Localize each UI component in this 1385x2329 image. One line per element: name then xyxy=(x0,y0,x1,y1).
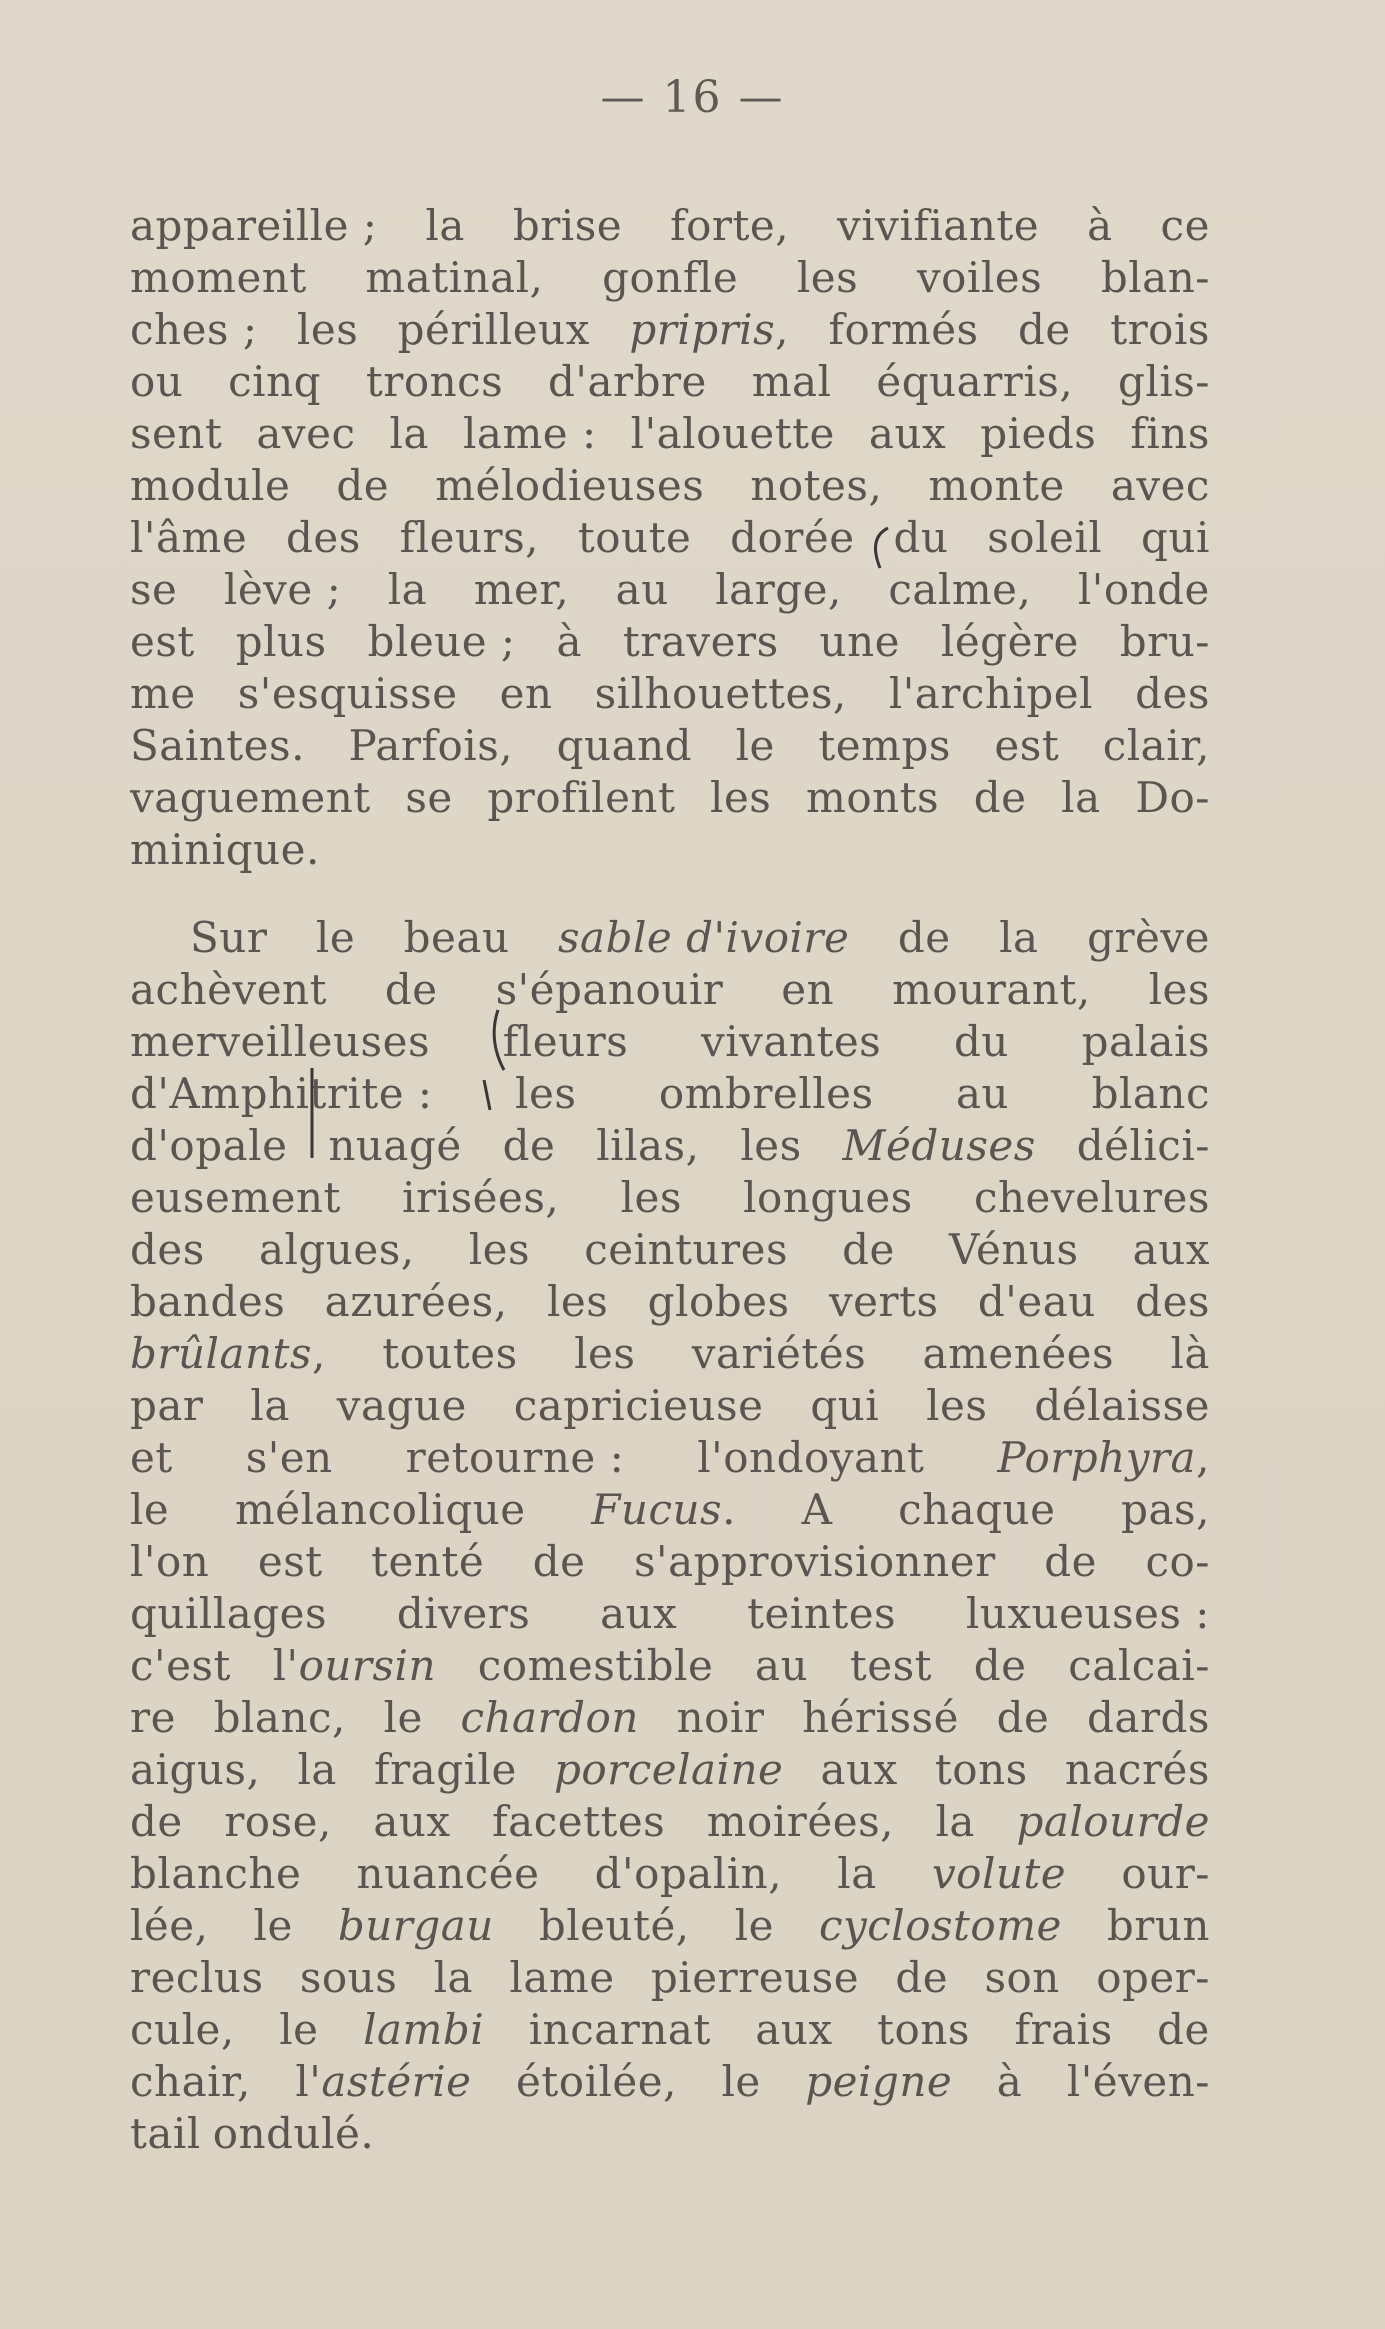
word-part: l'on xyxy=(130,1537,210,1586)
word-part: large, xyxy=(715,565,842,614)
word-part: par xyxy=(130,1381,204,1430)
word-part: d'opale xyxy=(130,1121,288,1170)
word-part: quand xyxy=(556,721,693,770)
word-part: s'épanouir xyxy=(495,965,724,1014)
word-part: une xyxy=(819,617,900,666)
word-part: s'approvisionner xyxy=(633,1537,996,1586)
word-part: Saintes. xyxy=(130,721,305,770)
word-part: clair, xyxy=(1102,721,1210,770)
word-part: de xyxy=(502,1121,556,1170)
word-part: plus xyxy=(235,617,327,666)
word-part: algues, xyxy=(258,1225,415,1274)
word-part: chair, xyxy=(130,2057,251,2106)
page-number: — 16 — xyxy=(600,72,785,123)
word-part: avec xyxy=(1110,461,1210,510)
word-part: l' xyxy=(295,2057,322,2106)
word-part: le xyxy=(734,1901,774,1950)
word-part: sous xyxy=(299,1953,398,2002)
word-part: en xyxy=(499,669,553,718)
word-part: et xyxy=(130,1433,173,1482)
word-part: test xyxy=(849,1641,933,1690)
word-part: mal xyxy=(751,357,832,406)
word-part: le xyxy=(130,1485,170,1534)
word-part: aux xyxy=(755,2005,833,2054)
word-part: au xyxy=(755,1641,809,1690)
word-part: l'âme xyxy=(130,513,248,562)
word-part: de xyxy=(130,1797,183,1846)
word-part: s'esquisse xyxy=(237,669,458,718)
italic-term: Méduses xyxy=(842,1121,1036,1170)
word-part: capricieuse xyxy=(513,1381,764,1430)
word-part: calcai- xyxy=(1068,1641,1210,1690)
word-part: hérissé xyxy=(802,1693,959,1742)
word-part: d'Amphitrite : xyxy=(130,1069,433,1118)
word-part: qui xyxy=(1141,513,1210,562)
word-part: son xyxy=(984,1953,1060,2002)
word-part: la xyxy=(250,1381,290,1430)
word-part: la xyxy=(1061,773,1101,822)
word-part: globes xyxy=(647,1277,790,1326)
italic-term: pripris xyxy=(629,305,776,354)
word-part: au xyxy=(956,1069,1010,1118)
word-part: de xyxy=(973,1641,1027,1690)
word-part: brise xyxy=(512,201,623,250)
word-part: travers xyxy=(622,617,779,666)
word-part: les xyxy=(926,1381,988,1430)
word-part: tenté xyxy=(371,1537,485,1586)
word-part: se xyxy=(130,565,178,614)
word-part: mélodieuses xyxy=(435,461,705,510)
word-part: forte, xyxy=(670,201,790,250)
word-part: achèvent xyxy=(130,965,327,1014)
word-part: les xyxy=(468,1225,531,1274)
word-part: le xyxy=(735,721,775,770)
word-part: cinq xyxy=(228,357,322,406)
italic-term: Fucus xyxy=(591,1485,723,1534)
italic-term: cyclostome xyxy=(818,1901,1062,1950)
word-part: lève ; xyxy=(223,565,342,614)
word-part: délaisse xyxy=(1034,1381,1210,1430)
word-part: trois xyxy=(1110,305,1210,354)
word-part: noir xyxy=(676,1693,765,1742)
word-part: la xyxy=(935,1797,975,1846)
word-part: pierreuse xyxy=(650,1953,860,2002)
word-part: pieds xyxy=(980,409,1097,458)
word-part: merveilleuses xyxy=(130,1017,431,1066)
word-part: irisées, xyxy=(402,1173,560,1222)
word-part: , xyxy=(775,305,790,354)
word-part: A xyxy=(801,1485,833,1534)
word-part: aux xyxy=(1132,1225,1210,1274)
word-part: eusement xyxy=(130,1173,341,1222)
word-part: divers xyxy=(396,1589,531,1638)
italic-term: volute xyxy=(931,1849,1067,1898)
word-part: frais xyxy=(1014,2005,1113,2054)
word-part: de xyxy=(1044,1537,1097,1586)
italic-term: chardon xyxy=(460,1693,639,1742)
word-part: palais xyxy=(1081,1017,1210,1066)
word-part: facettes xyxy=(492,1797,666,1846)
word-part: c'est xyxy=(130,1641,231,1690)
word-part: avec xyxy=(256,409,356,458)
word-part: ondulé. xyxy=(212,2109,375,2158)
word-part: de xyxy=(895,1953,949,2002)
word-part: pas, xyxy=(1121,1485,1210,1534)
word-part: ombrelles xyxy=(658,1069,874,1118)
italic-term: peigne xyxy=(805,2057,953,2106)
word-part: mourant, xyxy=(892,965,1091,1014)
italic-term: lambi xyxy=(363,2005,485,2054)
word-part: les xyxy=(1148,965,1210,1014)
word-part: dorée xyxy=(730,513,855,562)
word-part: équarris, xyxy=(876,357,1074,406)
word-part: des xyxy=(286,513,361,562)
word-part: de xyxy=(532,1537,586,1586)
word-part: teintes xyxy=(747,1589,897,1638)
word-part: qui xyxy=(810,1381,880,1430)
word-part: la xyxy=(425,201,465,250)
italic-term: oursin xyxy=(298,1641,437,1690)
word-part: les xyxy=(710,773,772,822)
word-part: toutes xyxy=(382,1329,518,1378)
word-part: est xyxy=(257,1537,323,1586)
word-part: comestible xyxy=(477,1641,714,1690)
word-part: temps xyxy=(818,721,951,770)
word-part: notes, xyxy=(750,461,883,510)
word-part: la xyxy=(433,1953,474,2002)
word-part: bleuté, xyxy=(538,1901,690,1950)
word-part: grève xyxy=(1087,913,1210,962)
word-part: aux xyxy=(600,1589,678,1638)
word-part: lame xyxy=(509,1953,615,2002)
word-part: rose, xyxy=(224,1797,332,1846)
word-part: des xyxy=(1135,669,1210,718)
word-part: glis- xyxy=(1118,357,1210,406)
word-part: lilas, xyxy=(596,1121,700,1170)
word-part: Sur xyxy=(190,913,268,962)
word-part: lée, xyxy=(130,1901,209,1950)
word-part: matinal, xyxy=(365,253,544,302)
italic-term: brûlants xyxy=(130,1329,312,1378)
word-part: formés xyxy=(828,305,979,354)
word-part: bleue ; xyxy=(367,617,516,666)
italic-term: porcelaine xyxy=(553,1745,784,1794)
word-part: , xyxy=(1196,1433,1210,1482)
word-part: les xyxy=(620,1173,682,1222)
word-part: l' xyxy=(272,1641,299,1690)
word-part: oper- xyxy=(1096,1953,1210,2002)
word-part: our- xyxy=(1121,1849,1210,1898)
word-part: au xyxy=(615,565,669,614)
word-part: ou xyxy=(130,357,184,406)
word-part: fragile xyxy=(374,1745,517,1794)
word-part: gonfle xyxy=(602,253,739,302)
word-part: le xyxy=(279,2005,319,2054)
word-part: la xyxy=(837,1849,877,1898)
word-part: tons xyxy=(934,1745,1028,1794)
italic-term: burgau xyxy=(337,1901,494,1950)
word-part: le xyxy=(383,1693,423,1742)
word-part: brun xyxy=(1106,1901,1210,1950)
word-part: les xyxy=(796,253,859,302)
word-part: à xyxy=(996,2057,1023,2106)
word-part: du xyxy=(953,1017,1009,1066)
word-part: tons xyxy=(877,2005,970,2054)
word-part: luxueuses : xyxy=(965,1589,1210,1638)
word-part: me xyxy=(130,669,196,718)
word-part: aux xyxy=(820,1745,898,1794)
word-part: est xyxy=(994,721,1060,770)
word-part: la xyxy=(387,565,428,614)
word-part: la xyxy=(999,913,1039,962)
word-part: à xyxy=(556,617,583,666)
word-part: fins xyxy=(1130,409,1210,458)
word-part: vivantes xyxy=(700,1017,882,1066)
word-part: chaque xyxy=(898,1485,1056,1534)
word-part: la xyxy=(389,409,429,458)
word-part: en xyxy=(781,965,835,1014)
word-part: chevelures xyxy=(973,1173,1210,1222)
word-part: de xyxy=(336,461,390,510)
word-part: l'alouette xyxy=(630,409,835,458)
word-part: Parfois, xyxy=(348,721,514,770)
word-part: à xyxy=(1087,201,1113,250)
word-part: module xyxy=(130,461,291,510)
word-part: vague xyxy=(336,1381,467,1430)
word-part: aux xyxy=(868,409,947,458)
word-part: verts xyxy=(828,1277,939,1326)
word-part: de xyxy=(973,773,1027,822)
word-part: appareille ; xyxy=(130,201,378,250)
word-part: profilent xyxy=(487,773,676,822)
word-part: nacrés xyxy=(1064,1745,1210,1794)
word-part: tail xyxy=(130,2109,201,2158)
word-part: blanc xyxy=(1091,1069,1210,1118)
word-part: minique. xyxy=(130,825,320,874)
word-part: variétés xyxy=(691,1329,867,1378)
word-part: aigus, xyxy=(130,1745,261,1794)
word-part: le xyxy=(315,913,356,962)
word-part: les xyxy=(515,1069,577,1118)
word-part: des xyxy=(130,1225,205,1274)
word-part: se xyxy=(405,773,453,822)
word-part: mer, xyxy=(473,565,570,614)
word-part: bru- xyxy=(1119,617,1210,666)
word-part: soleil xyxy=(987,513,1103,562)
word-part: l'onde xyxy=(1077,565,1210,614)
word-part: étoilée, xyxy=(516,2057,677,2106)
word-part: quillages xyxy=(130,1589,328,1638)
word-part: les xyxy=(740,1121,802,1170)
word-part: la xyxy=(297,1745,337,1794)
word-part: toute xyxy=(577,513,692,562)
word-part: monte xyxy=(928,461,1065,510)
word-part: ceintures xyxy=(584,1225,789,1274)
word-part: nuancée xyxy=(356,1849,540,1898)
word-part: mélancolique xyxy=(234,1485,526,1534)
word-part: voiles xyxy=(916,253,1043,302)
word-part: les xyxy=(574,1329,636,1378)
italic-term: astérie xyxy=(321,2057,472,2106)
word-part: silhouettes, xyxy=(594,669,847,718)
word-part: de xyxy=(897,913,951,962)
word-part: s'en xyxy=(245,1433,333,1482)
word-part: calme, xyxy=(888,565,1032,614)
word-part: d'opalin, xyxy=(594,1849,783,1898)
word-part: beau xyxy=(403,913,510,962)
italic-term: palourde xyxy=(1016,1797,1210,1846)
word-part: re xyxy=(130,1693,176,1742)
word-part: moment xyxy=(130,253,307,302)
word-part: de xyxy=(1018,305,1071,354)
word-part: . xyxy=(722,1485,736,1534)
word-part: là xyxy=(1170,1329,1210,1378)
word-part: blanche xyxy=(130,1849,302,1898)
word-part: l'archipel xyxy=(888,669,1094,718)
word-part: aux xyxy=(373,1797,451,1846)
word-part: d'arbre xyxy=(548,357,707,406)
word-part: retourne : xyxy=(405,1433,625,1482)
word-part: Do- xyxy=(1135,773,1210,822)
word-part: nuagé xyxy=(328,1121,462,1170)
word-part: moirées, xyxy=(706,1797,894,1846)
italic-term: Porphyra xyxy=(997,1433,1197,1482)
word-part: les xyxy=(546,1277,609,1326)
word-part: d'eau xyxy=(977,1277,1096,1326)
word-part: vivifiante xyxy=(837,201,1040,250)
word-part: légère xyxy=(940,617,1079,666)
word-part: du xyxy=(893,513,949,562)
word-part: fleurs xyxy=(502,1017,629,1066)
word-part: troncs xyxy=(365,357,504,406)
italic-term: sable d'ivoire xyxy=(558,913,850,962)
word-part: monts xyxy=(806,773,940,822)
word-part: délici- xyxy=(1076,1121,1210,1170)
word-part: ce xyxy=(1160,201,1210,250)
word-part: dards xyxy=(1087,1693,1210,1742)
word-part: vaguement xyxy=(130,773,371,822)
word-part: reclus xyxy=(130,1953,264,2002)
word-part: Vénus xyxy=(949,1225,1079,1274)
word-part: de xyxy=(1157,2005,1210,2054)
word-part: l'ondoyant xyxy=(697,1433,925,1482)
word-part: co- xyxy=(1145,1537,1210,1586)
word-part: sent xyxy=(130,409,223,458)
word-part: est xyxy=(130,617,195,666)
word-part: blan- xyxy=(1100,253,1210,302)
word-part: périlleux xyxy=(397,305,590,354)
word-part: l'éven- xyxy=(1066,2057,1210,2106)
word-part: fleurs, xyxy=(399,513,540,562)
word-part: bandes xyxy=(130,1277,286,1326)
word-part: des xyxy=(1135,1277,1210,1326)
word-part: de xyxy=(996,1693,1050,1742)
word-part: amenées xyxy=(922,1329,1115,1378)
word-part: incarnat xyxy=(528,2005,711,2054)
word-part: , xyxy=(311,1329,326,1378)
word-part: les xyxy=(296,305,359,354)
word-part: le xyxy=(721,2057,761,2106)
word-part: blanc, xyxy=(213,1693,346,1742)
word-part: le xyxy=(253,1901,293,1950)
word-part: longues xyxy=(743,1173,913,1222)
word-part: de xyxy=(384,965,438,1014)
word-part: de xyxy=(842,1225,895,1274)
word-part: azurées, xyxy=(324,1277,508,1326)
word-part: cule, xyxy=(130,2005,235,2054)
word-part: lame : xyxy=(462,409,597,458)
word-part: ches ; xyxy=(130,305,258,354)
